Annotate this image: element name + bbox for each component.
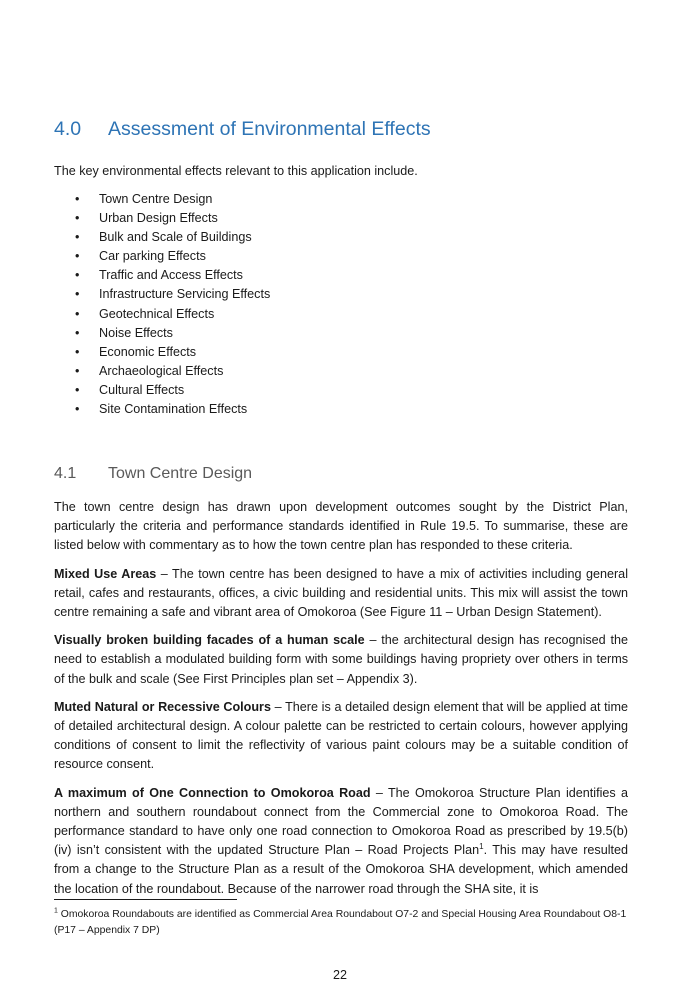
bullet-icon: •	[75, 306, 80, 321]
section-body	[54, 498, 628, 908]
list-item: • Cultural Effects	[54, 381, 628, 400]
list-item: • Town Centre Design	[54, 190, 628, 209]
bullet-icon: •	[75, 192, 80, 206]
section-title: Assessment of Environmental Effects	[108, 118, 431, 140]
paragraph-road-connection: A maximum of One Connection to Omokoroa Road – The Omokoroa Structure Plan identifies a northern and southern roundabout connect from the Commercial zone to Omokoroa Road. The performance standard to have only one road connection to Omokoroa Road as prescribed by 19.5(b)(iv) isn’t consistent with the updated Structure Plan – Road Projects Plan$^1$. This may have resulted from a change to the Structure Plan as a result of the Omokoroa SHA development, which amended the location of the roundabout. Because of the narrower road through the SHA site, it is	[54, 785, 628, 896]
paragraph-facades: Visually broken building facades of a human scale – the architectural design has recognised the need to establish a modulated building form with some buildings having propriety over others in terms of the bulk and scale (See First Principles plan set – Appendix 3).	[54, 633, 628, 686]
paragraph-summary: The town centre design has drawn upon development outcomes sought by the District Plan, particularly the criteria and performance standards identified in Rule 19.5. To summarise, these are listed below with commentary as to how the town centre plan has responded to these criteria.	[54, 500, 628, 553]
subsection-title: Town Centre Design	[108, 465, 253, 482]
page-number: 22	[332, 968, 347, 982]
paragraph-heading: Muted Natural or Recessive Colours	[54, 699, 271, 714]
intro-paragraph: The key environmental effects relevant to this application include.	[54, 164, 418, 178]
paragraph-heading: Visually broken building facades of a human scale	[54, 633, 365, 648]
bullet-icon: •	[75, 249, 80, 264]
bullet-icon: •	[75, 230, 80, 245]
bullet-icon: •	[75, 325, 80, 340]
bullet-icon: •	[75, 382, 80, 397]
bullet-icon: •	[75, 344, 80, 359]
section-heading-4-1	[54, 465, 252, 483]
list-item: • Car parking Effects	[54, 247, 628, 266]
bullet-icon: •	[75, 402, 80, 417]
list-item: • Archaeological Effects	[54, 362, 628, 381]
list-item: • Economic Effects	[54, 343, 628, 362]
bullet-icon: •	[75, 268, 80, 283]
bullet-icon: •	[75, 287, 80, 302]
section-number: 4.0	[54, 118, 82, 140]
bullet-icon: •	[75, 363, 80, 378]
paragraph-colours: Muted Natural or Recessive Colours – There is a detailed design element that will be applied at time of detailed architectural design. A colour palette can be restricted to certain colours, however applying conditions of consent to limit the reflectivity of various paint colours may be a suitable condition of resource consent.	[54, 699, 628, 772]
bullet-icon: •	[75, 211, 80, 226]
paragraph-heading: A maximum of One Connection to Omokoroa Road	[54, 785, 371, 800]
list-item: • Geotechnical Effects	[54, 305, 628, 324]
list-item: • Bulk and Scale of Buildings	[54, 228, 628, 247]
list-item: • Noise Effects	[54, 324, 628, 343]
footnote-divider	[54, 899, 237, 900]
section-heading-4-0	[54, 118, 431, 141]
paragraph-heading: Mixed Use Areas	[54, 566, 157, 581]
footnote-marker: 1	[54, 907, 58, 915]
list-item: • Traffic and Access Effects	[54, 266, 628, 285]
footnote-text: Omokoroa Roundabouts are identified as Commercial Area Roundabout O7-2 and Special Housing Area Roundabout O8-1 (P17 – Appendix 7 DP)	[54, 909, 627, 936]
effects-list	[54, 190, 628, 419]
paragraph-mixed-use: Mixed Use Areas – The town centre has been designed to have a mix of activities including general retail, cafes and restaurants, offices, a civic building and residential units. This mix will assist the town centre remaining a safe and vibrant area of Omokoroa (See Figure 11 – Urban Design Statement).	[54, 566, 628, 620]
list-item: • Site Contamination Effects	[54, 400, 628, 419]
footnote	[54, 907, 628, 938]
list-item: • Infrastructure Servicing Effects	[54, 285, 628, 304]
footnote-reference[interactable]: 1	[479, 842, 484, 852]
list-item: • Urban Design Effects	[54, 209, 628, 228]
subsection-number: 4.1	[54, 465, 77, 482]
